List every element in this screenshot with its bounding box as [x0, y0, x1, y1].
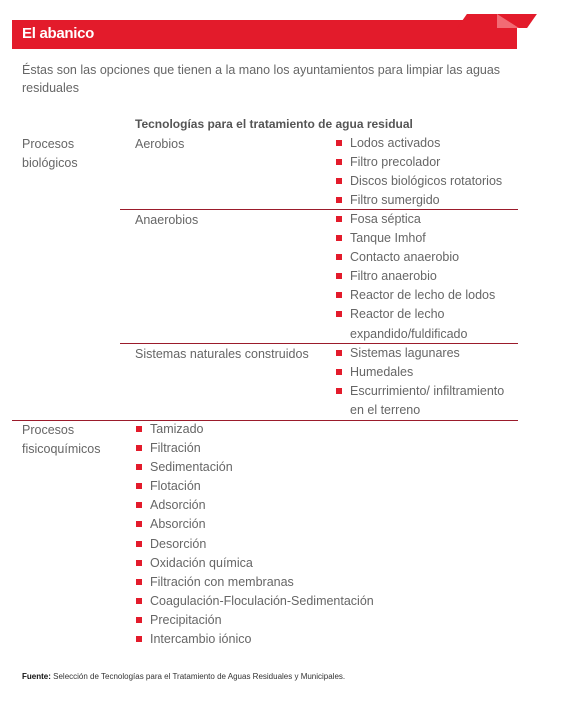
bullet-icon	[336, 273, 342, 279]
bullet-icon	[336, 292, 342, 298]
list-aerobic	[336, 134, 502, 210]
list-item: Filtración con membranas	[136, 573, 374, 592]
list-item: Reactor de lecho expandido/fuldificado	[336, 305, 510, 343]
list-item: Reactor de lecho de lodos	[336, 286, 510, 305]
bullet-icon	[136, 541, 142, 547]
list-item: Absorción	[136, 515, 374, 534]
list-item: Flotación	[136, 477, 374, 496]
list-item: Tamizado	[136, 420, 374, 439]
list-item: Filtro sumergido	[336, 191, 502, 210]
bullet-icon	[336, 388, 342, 394]
list-item: Humedales	[336, 363, 515, 382]
bullet-icon	[336, 350, 342, 356]
bullet-icon	[136, 617, 142, 623]
list-item: Adsorción	[136, 496, 374, 515]
list-item: Desorción	[136, 535, 374, 554]
source-text: Selección de Tecnologías para el Tratamiento de Aguas Residuales y Municipales.	[53, 672, 346, 681]
list-item: Filtro anaerobio	[336, 267, 510, 286]
list-anaerobic	[336, 210, 510, 344]
list-item: Filtración	[136, 439, 374, 458]
group-label-physicochemical: Procesos fisicoquímicos	[22, 423, 101, 456]
bullet-icon	[336, 311, 342, 317]
section-header	[12, 20, 517, 49]
bullet-icon	[336, 197, 342, 203]
list-item: Filtro precolador	[336, 153, 502, 172]
list-natural	[336, 344, 515, 420]
list-item: Sedimentación	[136, 458, 374, 477]
bullet-icon	[136, 464, 142, 470]
bullet-icon	[136, 636, 142, 642]
bullet-icon	[136, 560, 142, 566]
list-item: Escurrimiento/ infiltramiento en el terreno	[336, 382, 515, 420]
bullet-icon	[136, 521, 142, 527]
list-item: Fosa séptica	[336, 210, 510, 229]
bullet-icon	[336, 178, 342, 184]
bullet-icon	[136, 502, 142, 508]
source-label: Fuente:	[22, 672, 51, 681]
intro-text: Éstas son las opciones que tienen a la mano los ayuntamientos para limpiar las aguas residuales	[22, 63, 501, 95]
list-item: Sistemas lagunares	[336, 344, 515, 363]
header-fold	[497, 14, 519, 28]
list-item: Lodos activados	[336, 134, 502, 153]
list-item: Discos biológicos rotatorios	[336, 172, 502, 191]
bullet-icon	[336, 159, 342, 165]
bullet-icon	[336, 140, 342, 146]
table-heading: Tecnologías para el tratamiento de agua residual	[135, 117, 413, 131]
list-item: Coagulación-Floculación-Sedimentación	[136, 592, 374, 611]
list-item: Intercambio iónico	[136, 630, 374, 649]
source-note	[22, 672, 345, 681]
header-title: El abanico	[22, 25, 95, 42]
bullet-icon	[136, 426, 142, 432]
group-label-biological: Procesos biológicos	[22, 137, 78, 170]
sub-label-aerobic: Aerobios	[135, 137, 185, 151]
bullet-icon	[136, 579, 142, 585]
list-physicochemical	[136, 420, 374, 649]
list-item: Contacto anaerobio	[336, 248, 510, 267]
bullet-icon	[136, 483, 142, 489]
list-item: Oxidación química	[136, 554, 374, 573]
bullet-icon	[336, 216, 342, 222]
bullet-icon	[336, 235, 342, 241]
bullet-icon	[336, 254, 342, 260]
bullet-icon	[336, 369, 342, 375]
bullet-icon	[136, 598, 142, 604]
sub-label-anaerobic: Anaerobios	[135, 213, 199, 227]
bullet-icon	[136, 445, 142, 451]
sub-label-natural: Sistemas naturales construidos	[135, 347, 309, 361]
list-item: Tanque Imhof	[336, 229, 510, 248]
list-item: Precipitación	[136, 611, 374, 630]
